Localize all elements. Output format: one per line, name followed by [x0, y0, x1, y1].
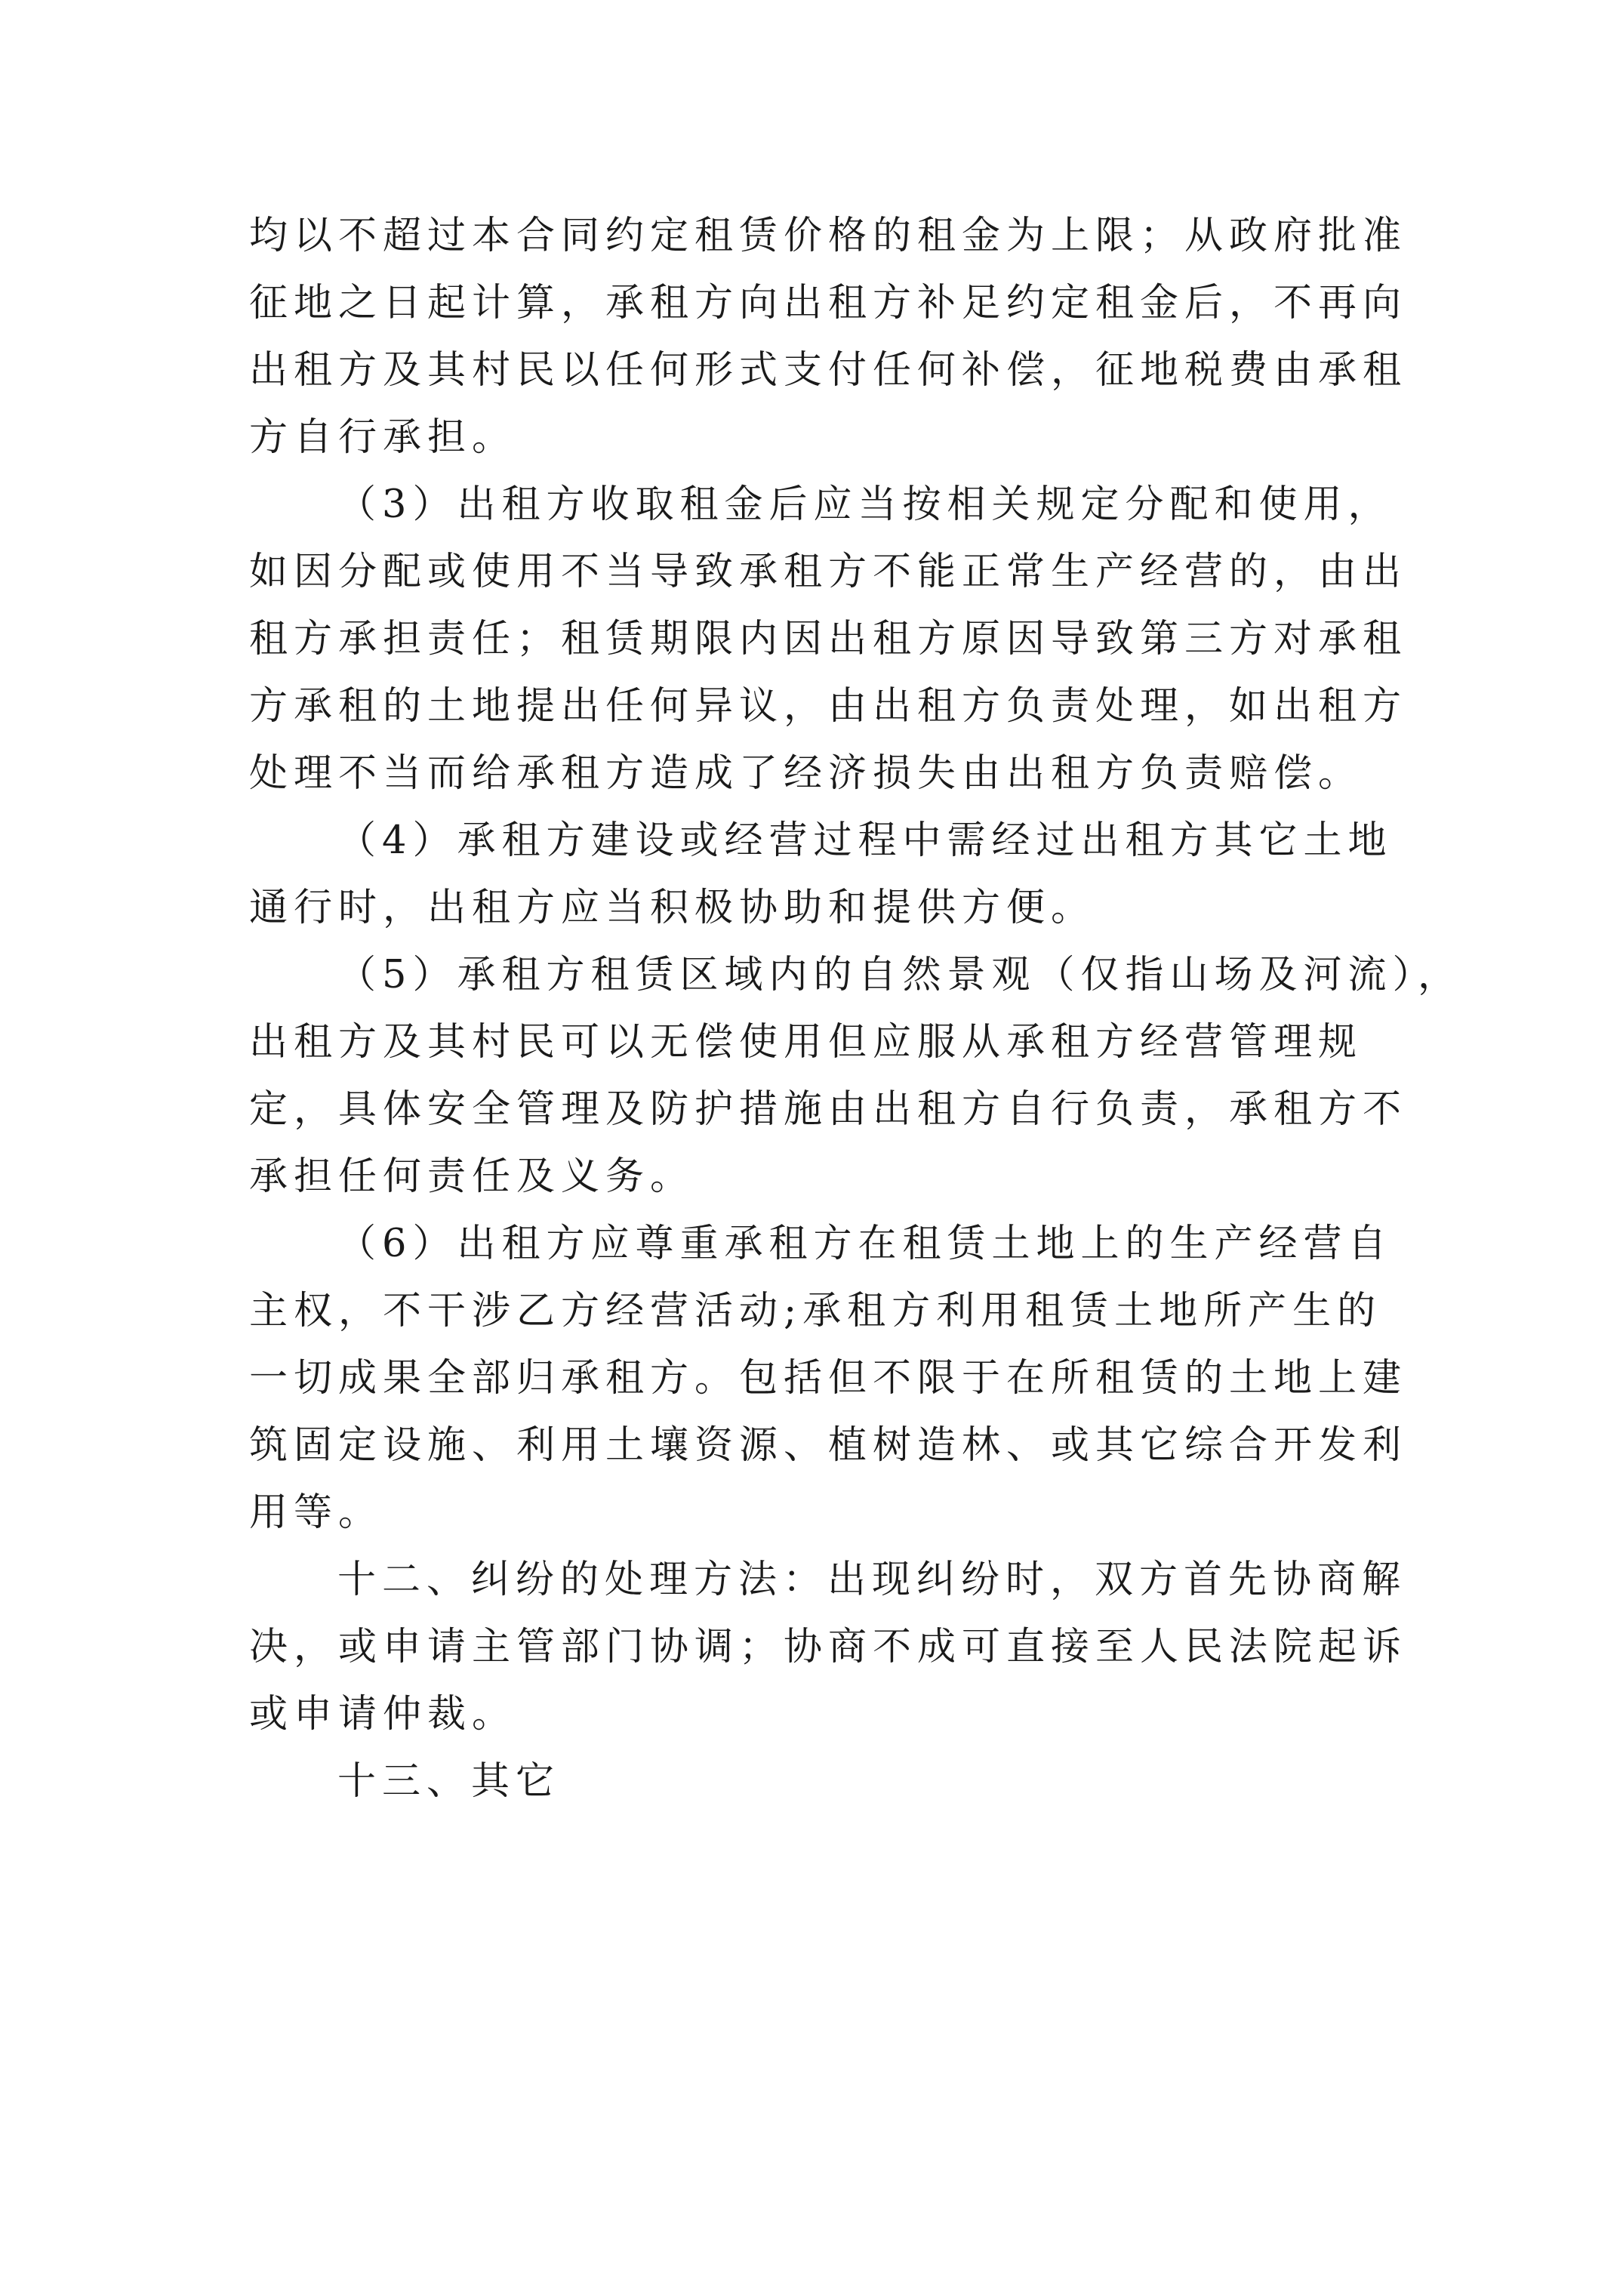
text-line: （4）承租方建设或经营过程中需经过出租方其它土地 [337, 818, 1393, 863]
paragraph-clause-6 [249, 1210, 1427, 1546]
text-line: 十二、纠纷的处理方法：出现纠纷时，双方首先协商解 [337, 1558, 1407, 1602]
text-line: 用等。 [249, 1490, 383, 1535]
text-line: 通行时，出租方应当积极协助和提供方便。 [249, 886, 1096, 930]
text-line: 征地之日起计算，承租方向出租方补足约定租金后，不再向 [249, 281, 1408, 325]
text-line: （5）承租方租赁区域内的自然景观（仅指山场及河流）， [337, 953, 1462, 997]
text-line: 出租方及其村民以任何形式支付任何补偿，征地税费由承租 [249, 348, 1408, 393]
paragraph-land-acquisition-compensation [249, 202, 1427, 471]
text-line: 承担任何责任及义务。 [249, 1154, 695, 1199]
text-line: 主权，不干涉乙方经营活动;承租方利用租赁土地所产生的 [249, 1289, 1382, 1333]
paragraph-clause-4 [249, 807, 1427, 942]
text-line: 方自行承担。 [249, 415, 517, 460]
text-line: 或申请仲裁。 [249, 1692, 517, 1737]
text-line: 筑固定设施、利用土壤资源、植树造林、或其它综合开发利 [249, 1423, 1408, 1468]
paragraph-section-12-dispute-resolution [249, 1546, 1427, 1748]
text-line: 出租方及其村民可以无偿使用但应服从承租方经营管理规 [249, 1020, 1363, 1065]
text-line: 均以不超过本合同约定租赁价格的租金为上限；从政府批准 [249, 214, 1408, 258]
text-line: 租方承担责任；租赁期限内因出租方原因导致第三方对承租 [249, 617, 1408, 661]
text-line: 决，或申请主管部门协调；协商不成可直接至人民法院起诉 [249, 1625, 1408, 1669]
document-body [249, 202, 1462, 1815]
text-line: （6）出租方应尊重承租方在租赁土地上的生产经营自 [337, 1222, 1393, 1266]
text-line: 处理不当而给承租方造成了经济损失由出租方负责赔偿。 [249, 751, 1363, 796]
section-heading: 十三、其它 [337, 1759, 561, 1804]
paragraph-section-13-other [249, 1748, 1427, 1815]
text-line: 方承租的土地提出任何异议，由出租方负责处理，如出租方 [249, 684, 1408, 729]
text-line: （3）出租方收取租金后应当按相关规定分配和使用， [337, 482, 1393, 527]
text-line: 定，具体安全管理及防护措施由出租方自行负责，承租方不 [249, 1087, 1408, 1132]
text-line: 如因分配或使用不当导致承租方不能正常生产经营的，由出 [249, 550, 1408, 594]
paragraph-clause-3 [249, 471, 1427, 807]
paragraph-clause-5 [249, 942, 1462, 1210]
text-line: 一切成果全部归承租方。包括但不限于在所租赁的土地上建 [249, 1356, 1408, 1401]
